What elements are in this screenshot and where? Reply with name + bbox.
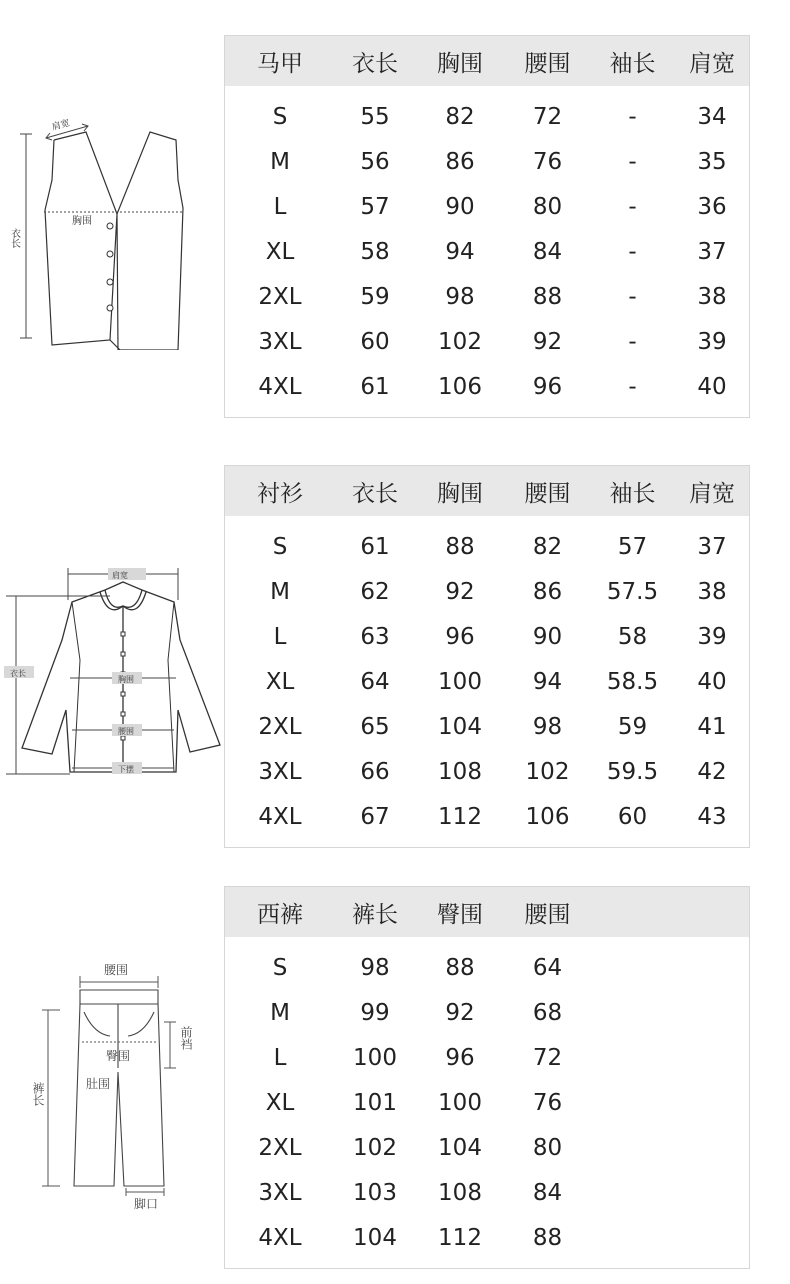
table-cell: 102 <box>438 328 482 355</box>
table-cell: 57 <box>360 193 390 220</box>
table-row <box>225 569 749 614</box>
table-cell: 102 <box>353 1134 397 1161</box>
table-row <box>225 749 749 794</box>
table-cell: 65 <box>360 713 390 740</box>
table-cell: 84 <box>532 1179 563 1206</box>
table-cell: 61 <box>360 533 390 560</box>
table-cell: 82 <box>532 533 563 560</box>
table-cell: 43 <box>697 803 727 830</box>
table-cell: 86 <box>445 148 475 175</box>
pants-size-table <box>224 886 750 1269</box>
table-row <box>225 1035 749 1080</box>
table-cell: - <box>628 328 637 355</box>
table-cell: 40 <box>697 668 727 695</box>
table-cell: 37 <box>697 238 727 265</box>
table-cell: 56 <box>360 148 390 175</box>
table-row <box>225 659 749 704</box>
table-cell: 59 <box>360 283 390 310</box>
table-cell: 101 <box>353 1089 397 1116</box>
table-cell: 60 <box>617 803 648 830</box>
header-cell: 衣长 <box>352 480 398 507</box>
table-cell: XL <box>265 1089 295 1116</box>
table-header <box>225 887 749 937</box>
table-cell: 96 <box>445 1044 475 1071</box>
table-cell: 57.5 <box>606 578 659 605</box>
header-cell: 肩宽 <box>689 50 735 77</box>
table-cell: S <box>272 533 288 560</box>
table-cell: 2XL <box>258 713 302 740</box>
table-cell: 4XL <box>258 1224 302 1251</box>
vest-size-table <box>224 35 750 418</box>
table-cell: - <box>628 148 637 175</box>
pants-rise-label: 前裆 <box>179 1026 193 1050</box>
table-cell: 98 <box>360 954 390 981</box>
table-cell: 61 <box>360 373 390 400</box>
table-cell: 4XL <box>258 373 302 400</box>
table-cell: 35 <box>697 148 727 175</box>
table-cell: 76 <box>532 1089 563 1116</box>
table-header <box>225 36 749 86</box>
table-cell: 3XL <box>258 758 302 785</box>
table-row <box>225 319 749 364</box>
shirt-waist-label: 腰围 <box>118 727 134 736</box>
header-cell: 胸围 <box>437 480 483 507</box>
table-cell: 76 <box>532 148 563 175</box>
table-cell: 34 <box>697 103 727 130</box>
table-cell: - <box>628 103 637 130</box>
table-cell: 41 <box>697 713 727 740</box>
table-cell: 60 <box>360 328 390 355</box>
table-cell: M <box>270 148 290 175</box>
table-cell: 64 <box>360 668 390 695</box>
table-cell: - <box>628 238 637 265</box>
table-cell: 104 <box>438 1134 482 1161</box>
header-cell: 袖长 <box>609 50 656 77</box>
table-cell: 100 <box>438 1089 482 1116</box>
table-cell: L <box>273 193 287 220</box>
pants-diagram <box>0 960 220 1220</box>
shirt-shoulder-label: 肩宽 <box>112 571 128 580</box>
table-cell: 88 <box>532 283 563 310</box>
table-cell: 80 <box>532 193 563 220</box>
table-cell: 40 <box>697 373 727 400</box>
table-cell: 88 <box>445 533 475 560</box>
table-cell: 58.5 <box>606 668 659 695</box>
table-cell: XL <box>265 668 295 695</box>
table-cell: 108 <box>438 758 482 785</box>
table-cell: 100 <box>353 1044 397 1071</box>
header-cell: 肩宽 <box>689 480 735 507</box>
table-cell: 57 <box>617 533 648 560</box>
header-cell: 胸围 <box>437 50 483 77</box>
table-cell: 38 <box>697 283 727 310</box>
table-cell: 72 <box>532 1044 563 1071</box>
table-cell: 103 <box>353 1179 397 1206</box>
header-cell: 袖长 <box>609 480 656 507</box>
table-cell: 104 <box>438 713 482 740</box>
vest-chest-label: 胸围 <box>72 216 92 227</box>
shirt-size-table <box>224 465 750 848</box>
table-cell: 94 <box>532 668 563 695</box>
table-cell: 3XL <box>258 1179 302 1206</box>
table-cell: - <box>628 193 637 220</box>
shirt-hem-label: 下摆 <box>118 765 134 774</box>
table-cell: 108 <box>438 1179 482 1206</box>
table-cell: 3XL <box>258 328 302 355</box>
vest-shoulder-label: 肩宽 <box>50 118 71 133</box>
table-cell: L <box>273 1044 287 1071</box>
table-cell: L <box>273 623 287 650</box>
table-cell: 59.5 <box>606 758 659 785</box>
table-row <box>225 1170 749 1215</box>
table-cell: 98 <box>445 283 475 310</box>
table-cell: 58 <box>360 238 390 265</box>
table-cell: 64 <box>532 954 563 981</box>
table-cell: XL <box>265 238 295 265</box>
table-row <box>225 794 749 839</box>
table-cell: 106 <box>438 373 482 400</box>
table-cell: 68 <box>532 999 563 1026</box>
table-row <box>225 1080 749 1125</box>
table-cell: 90 <box>532 623 563 650</box>
table-row <box>225 524 749 569</box>
table-row <box>225 274 749 319</box>
header-cell: 腰围 <box>524 480 571 507</box>
table-row <box>225 945 749 990</box>
table-cell: 98 <box>532 713 563 740</box>
table-cell: 112 <box>438 803 482 830</box>
table-cell: S <box>272 954 288 981</box>
table-cell: 66 <box>360 758 390 785</box>
shirt-length-label: 衣长 <box>10 669 26 678</box>
header-cell: 衣长 <box>352 50 398 77</box>
table-row <box>225 94 749 139</box>
table-cell: 88 <box>532 1224 563 1251</box>
table-cell: 100 <box>438 668 482 695</box>
table-row <box>225 229 749 274</box>
table-cell: 88 <box>445 954 475 981</box>
table-cell: 94 <box>445 238 475 265</box>
table-cell: 2XL <box>258 1134 302 1161</box>
pants-thigh-label: 肚围 <box>86 1077 111 1091</box>
table-cell: 62 <box>360 578 390 605</box>
table-row <box>225 990 749 1035</box>
table-cell: 99 <box>360 999 390 1026</box>
table-cell: 2XL <box>258 283 302 310</box>
table-cell: 96 <box>445 623 475 650</box>
header-cell: 衬衫 <box>257 480 303 507</box>
header-cell: 腰围 <box>524 901 571 928</box>
pants-hem-label: 脚口 <box>134 1197 159 1211</box>
pants-waist-label: 腰围 <box>104 963 129 977</box>
table-cell: 67 <box>360 803 390 830</box>
shirt-chest-label: 胸围 <box>118 675 134 684</box>
header-cell: 西裤 <box>257 901 303 928</box>
table-cell: 86 <box>532 578 563 605</box>
table-cell: 39 <box>697 328 727 355</box>
shirt-diagram <box>0 560 224 785</box>
table-cell: 80 <box>532 1134 563 1161</box>
table-cell: M <box>270 999 290 1026</box>
table-cell: - <box>628 283 637 310</box>
header-cell: 臀围 <box>437 901 483 928</box>
table-cell: 84 <box>532 238 563 265</box>
table-cell: 96 <box>532 373 563 400</box>
table-cell: 92 <box>445 578 475 605</box>
table-cell: 92 <box>445 999 475 1026</box>
table-row <box>225 364 749 409</box>
vest-length-label: 衣长 <box>8 228 20 248</box>
vest-diagram <box>0 110 210 350</box>
table-row <box>225 614 749 659</box>
table-cell: 106 <box>525 803 570 830</box>
table-row <box>225 184 749 229</box>
table-cell: M <box>270 578 290 605</box>
pants-length-label: 裤长 <box>31 1082 45 1106</box>
pants-hip-label: 臀围 <box>106 1049 131 1063</box>
table-cell: 59 <box>617 713 648 740</box>
table-cell: 36 <box>697 193 727 220</box>
table-cell: 38 <box>697 578 727 605</box>
table-cell: 4XL <box>258 803 302 830</box>
table-row <box>225 139 749 184</box>
table-cell: 63 <box>360 623 390 650</box>
table-cell: 72 <box>532 103 563 130</box>
table-cell: 55 <box>360 103 390 130</box>
header-cell: 裤长 <box>352 901 398 928</box>
table-cell: - <box>628 373 637 400</box>
table-header <box>225 466 749 516</box>
table-cell: 37 <box>697 533 727 560</box>
table-row <box>225 704 749 749</box>
table-cell: S <box>272 103 288 130</box>
table-cell: 82 <box>445 103 475 130</box>
header-cell: 马甲 <box>257 50 303 77</box>
table-cell: 112 <box>438 1224 482 1251</box>
table-cell: 42 <box>697 758 727 785</box>
table-cell: 102 <box>525 758 570 785</box>
table-cell: 90 <box>445 193 475 220</box>
table-row <box>225 1125 749 1170</box>
table-cell: 39 <box>697 623 727 650</box>
table-row <box>225 1215 749 1260</box>
table-cell: 58 <box>617 623 648 650</box>
header-cell: 腰围 <box>524 50 571 77</box>
table-cell: 92 <box>532 328 563 355</box>
table-cell: 104 <box>353 1224 397 1251</box>
